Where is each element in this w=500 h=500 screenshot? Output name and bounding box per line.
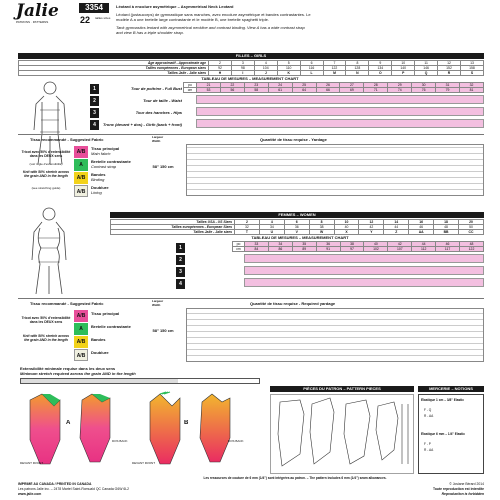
girls-yardage-grid	[186, 144, 484, 196]
cell: Q	[415, 71, 438, 76]
notion-elastic-1-row-b: R - AA	[424, 414, 434, 418]
row-label: Tailles européennes - European Sizes	[111, 225, 235, 230]
cell: 4	[254, 61, 277, 66]
cell: 46	[409, 225, 434, 230]
size-count: 22	[80, 15, 91, 25]
women-chart-title: TABLEAU DE MESURES – MEASUREMENT CHART	[251, 235, 349, 240]
cell: 92	[209, 66, 232, 71]
cell: 42	[359, 225, 384, 230]
woman-body-diagram	[26, 206, 72, 298]
cell: 7	[323, 61, 346, 66]
girls-section-bar: FILLES – GIRLS	[18, 53, 484, 59]
cell: 31	[436, 83, 460, 88]
view-a-label: A	[66, 420, 71, 426]
fabric-main-name: Tissu principal	[91, 146, 120, 151]
cell: I	[231, 71, 254, 76]
brand-sub: PATRONS · PATTERNS	[16, 20, 49, 24]
page-title: Léotard à encolure asymétrique – Asymmetrical Neck Leotard	[116, 4, 234, 9]
cell: 117	[436, 247, 460, 252]
fabric-strap-sub: Contrast strap	[91, 164, 117, 169]
notion-elastic-2-row-a: F - P	[424, 442, 431, 446]
cell: N	[346, 71, 369, 76]
cell: 50	[459, 225, 484, 230]
row-label: Tailles Jalie - Jalie sizes	[19, 71, 209, 76]
women-measure-band-hips	[244, 266, 484, 275]
measure-number-2: 2	[90, 96, 99, 106]
cell: 107	[388, 247, 412, 252]
cell: 69	[340, 88, 364, 93]
description-en-2: and view B has a triple shoulder strap.	[116, 30, 184, 35]
cell: 32	[235, 225, 260, 230]
measure-label-girth: Tronc (devant + dos) - Girth (back + front)	[102, 122, 182, 127]
unit-in: po	[184, 83, 197, 88]
cell: J	[254, 71, 277, 76]
cell: 23	[244, 83, 268, 88]
cell: 34	[268, 242, 292, 247]
cell: 10	[334, 220, 359, 225]
women-swatch-main: A/B	[74, 310, 88, 322]
row-label: Tailles Jalie - Jalie sizes	[111, 230, 235, 235]
unit-in: po	[233, 242, 245, 247]
cell: 61	[268, 88, 292, 93]
row-label: Tailles USA - US Sizes	[111, 220, 235, 225]
notion-elastic-1-row-a: F - Q	[424, 408, 432, 412]
cell: 48	[434, 225, 459, 230]
cell: 128	[346, 66, 369, 71]
girls-yardage-title: Quantité de tissu requise - Yardage	[260, 137, 327, 142]
cell: 58	[244, 88, 268, 93]
unit-cm: cm	[184, 88, 197, 93]
cell: 91	[316, 247, 340, 252]
women-width-label: Largeur Width	[152, 300, 164, 307]
description-fr-2: modèle A a une bretelle large contrastante et le modèle B, une bretelle spaghetti triple.	[116, 17, 269, 22]
cell: 64	[292, 88, 316, 93]
stretch-guide-bar	[20, 378, 260, 384]
company-address: Les patrons Jalie inc. – 2478 Martel Saint-Romuald QC Canada G6W 6L2	[18, 487, 130, 491]
girls-fabric-title: Tissu recommandé - Suggested Fabric	[30, 137, 104, 142]
website: www.jalie.com	[18, 492, 42, 496]
table-row	[233, 247, 484, 252]
measure-label-hips: Tour des hanches - Hips	[135, 110, 182, 115]
women-swatch-lining: A/B	[74, 349, 88, 361]
cell: 26	[316, 83, 340, 88]
cell: 9	[369, 61, 392, 66]
cell: 14	[384, 220, 409, 225]
table-row	[184, 88, 484, 93]
table-row	[111, 230, 484, 235]
cell: 33	[245, 242, 269, 247]
cell: 134	[369, 66, 392, 71]
swatch-lining: A/B	[74, 185, 88, 197]
women-measure-number-1: 1	[176, 243, 185, 253]
cell: 76	[412, 88, 436, 93]
cell: 32	[459, 83, 483, 88]
cell: V	[284, 230, 309, 235]
cell: 2	[209, 61, 232, 66]
notion-elastic-2-row-b: R - AA	[424, 448, 434, 452]
women-measure-number-3: 3	[176, 267, 185, 277]
measure-number-3: 3	[90, 108, 99, 118]
cell: 34	[259, 225, 284, 230]
cell: 40	[334, 225, 359, 230]
cell: 16	[409, 220, 434, 225]
cell: BB	[434, 230, 459, 235]
cell: L	[300, 71, 323, 76]
unit-cm: cm	[233, 247, 245, 252]
cell: AA	[409, 230, 434, 235]
girls-size-table	[18, 60, 484, 76]
description-en-1: Tank gymnastics leotard with asymmetrical neckline and contrast binding. View A has a wide contrast strap	[116, 25, 305, 30]
women-fabric-title: Tissu recommandé - Suggested Fabric	[30, 301, 104, 306]
cell: X	[334, 230, 359, 235]
swatch-main-fabric: A/B	[74, 146, 88, 158]
cell: 44	[384, 225, 409, 230]
cell: CC	[459, 230, 484, 235]
cell: Y	[359, 230, 384, 235]
printed-in: IMPRIMÉ AU CANADA / PRINTED IN CANADA	[18, 482, 92, 486]
brand-logo	[16, 2, 74, 26]
cell: 86	[268, 247, 292, 252]
girls-fabric-note-en-sub: (see stretching guide)	[31, 186, 61, 190]
cell: 112	[412, 247, 436, 252]
cell: 2	[235, 220, 260, 225]
cell: 8	[346, 61, 369, 66]
girls-width-label: Largeur Width	[152, 136, 164, 143]
row-label: Tailles européennes - European sizes	[19, 66, 209, 71]
cell: 38	[340, 242, 364, 247]
cell: 25	[292, 83, 316, 88]
cell: 38	[309, 225, 334, 230]
women-fabric-note-en: Knit with 50% stretch across the grain AND in the length	[22, 334, 70, 342]
description-fr-1: Léotard (justaucorps) de gymnastique sans manches, avec encolure asymétrique et bandes contrastantes. Le	[116, 12, 311, 17]
fabric-binding-sub: Binding	[91, 177, 105, 182]
girls-fabric-note-fr: Tricot avec 50% d'extensibilité dans les DEUX sens	[21, 150, 71, 158]
women-fabric-note-fr: Tricot avec 50% d'extensibilité dans les DEUX sens	[21, 316, 71, 324]
cell: 81	[459, 88, 483, 93]
rights-en: Reproduction is forbidden	[441, 492, 484, 496]
view-b-label: B	[184, 420, 189, 426]
cell: 98	[231, 66, 254, 71]
cell: 11	[415, 61, 438, 66]
women-yardage-grid	[186, 308, 484, 362]
girls-fabric-width: 58" 150 cm	[152, 164, 174, 169]
women-swatch-binding: A/B	[74, 336, 88, 348]
seam-allowance-note: Les ressources de couture de 6 mm (1/4") sont intégrées au patron. – The pattern includes 6 mm (1/4") seam allowances.	[203, 476, 387, 480]
cell: 6	[300, 61, 323, 66]
fabric-binding-name: Bandes	[91, 172, 106, 177]
women-measure-number-4: 4	[176, 279, 185, 289]
cell: 27	[340, 83, 364, 88]
girls-fabric-note-en: Knit with 50% stretch across the grain AND in the length	[22, 170, 70, 178]
women-fabric-strap: Bretelle contrastante	[91, 324, 131, 329]
cell: 20	[459, 220, 484, 225]
cell: 13	[460, 61, 483, 66]
cell: S	[460, 71, 483, 76]
swatch-binding: A/B	[74, 172, 88, 184]
cell: 53	[197, 88, 221, 93]
cell: 140	[392, 66, 415, 71]
cell: 97	[340, 247, 364, 252]
cell: 122	[460, 247, 484, 252]
girls-measure-table	[183, 82, 484, 93]
girls-measure-band-girth	[196, 119, 484, 128]
cell: 74	[388, 88, 412, 93]
table-row	[19, 71, 484, 76]
women-fabric-width: 58" 150 cm	[152, 328, 174, 333]
front-label-a: DEVANT FRONT	[20, 462, 44, 465]
cell: 18	[434, 220, 459, 225]
cell: 3	[231, 61, 254, 66]
women-size-table	[110, 219, 484, 235]
fabric-main-sub: Main fabric	[91, 151, 111, 156]
pattern-pieces-title: PIÈCES DU PATRON – PATTERN PIECES	[270, 386, 414, 392]
women-yardage-title: Quantité de tissu requise - Required yardage	[250, 301, 336, 306]
cell: 71	[364, 88, 388, 93]
cell: T	[235, 230, 260, 235]
size-count-label: tailles sizes	[95, 17, 111, 20]
cell: U	[259, 230, 284, 235]
swatch-contrast-strap: A	[74, 159, 88, 171]
pattern-pieces-diagram	[270, 394, 414, 474]
cell: 5	[277, 61, 300, 66]
cell: P	[392, 71, 415, 76]
cell: 42	[388, 242, 412, 247]
stretch-note-en: Minimum stretch required across the grain AND in the length	[20, 371, 136, 376]
cell: W	[309, 230, 334, 235]
cell: 89	[292, 247, 316, 252]
fabric-lining-sub: Lining	[91, 190, 102, 195]
cell: 84	[245, 247, 269, 252]
cell: 110	[277, 66, 300, 71]
cell: 36	[284, 225, 309, 230]
women-fabric-main: Tissu principal	[91, 311, 120, 316]
cell: H	[209, 71, 232, 76]
rights-fr: Toute reproduction est interdite	[433, 487, 484, 491]
cell: 48	[460, 242, 484, 247]
stretch-note-fr: Extensibilité minimale requise dans les deux sens	[20, 366, 116, 371]
cell: R	[438, 71, 461, 76]
cell: 6	[284, 220, 309, 225]
cell: 12	[438, 61, 461, 66]
cell: 56	[220, 88, 244, 93]
cell: Z	[384, 230, 409, 235]
cell: 21	[197, 83, 221, 88]
cell: 36	[316, 242, 340, 247]
back-label-b: DOS BACK	[228, 440, 244, 443]
cell: 30	[412, 83, 436, 88]
notion-elastic-2: Élastique 6 mm – 1/4" Elastic	[421, 432, 466, 436]
women-measure-band-girth	[244, 278, 484, 287]
measure-number-4: 4	[90, 120, 99, 130]
women-swatch-strap: A	[74, 323, 88, 335]
measure-label-bust: Tour de poitrine - Full Bust	[131, 86, 182, 91]
cell: 40	[364, 242, 388, 247]
cell: 66	[316, 88, 340, 93]
cell: 116	[300, 66, 323, 71]
measure-number-1: 1	[90, 84, 99, 94]
cell: K	[277, 71, 300, 76]
women-measure-number-2: 2	[176, 255, 185, 265]
cell: 24	[268, 83, 292, 88]
women-fabric-lining: Doublure	[91, 350, 109, 355]
cell: 12	[359, 220, 384, 225]
cell: 46	[436, 242, 460, 247]
cell: 146	[415, 66, 438, 71]
girls-chart-title: TABLEAU DE MESURES – MEASUREMENT CHART	[201, 76, 299, 81]
cell: 8	[309, 220, 334, 225]
cell: M	[323, 71, 346, 76]
cell: O	[369, 71, 392, 76]
cell: 122	[323, 66, 346, 71]
pattern-number: 3354	[79, 3, 109, 13]
cell: 44	[412, 242, 436, 247]
notions-title: MERCERIE – NOTIONS	[418, 386, 484, 392]
girls-measure-band-hips	[196, 107, 484, 116]
cell: 22	[220, 83, 244, 88]
cell: 79	[436, 88, 460, 93]
cell: 158	[460, 66, 483, 71]
cell: 102	[364, 247, 388, 252]
women-measure-table	[232, 241, 484, 252]
women-fabric-binding: Bandes	[91, 337, 106, 342]
copyright: © Josiane Bérard 2014	[449, 482, 484, 486]
fabric-strap-name: Bretelle contrastante	[91, 159, 131, 164]
women-measure-band-waist	[244, 254, 484, 263]
cell: 29	[388, 83, 412, 88]
brand-name: Jalie	[16, 1, 59, 21]
cell: 104	[254, 66, 277, 71]
cell: 4	[259, 220, 284, 225]
cell: 152	[438, 66, 461, 71]
cell: 35	[292, 242, 316, 247]
back-label-a: DOS BACK	[112, 440, 128, 443]
fabric-lining-name: Doublure	[91, 185, 109, 190]
notion-elastic-1: Élastique 1 cm – 3/8" Elastic	[421, 398, 464, 402]
row-label: Âge approximatif - Approximate age	[19, 61, 209, 66]
front-label-b: DEVANT FRONT	[132, 462, 156, 465]
measure-label-waist: Tour de taille - Waist	[143, 98, 182, 103]
women-section-bar: FEMMES – WOMEN	[110, 212, 484, 218]
girls-fabric-note-fr-sub: (voir règle d'extensibilité)	[29, 162, 63, 166]
cell: 10	[392, 61, 415, 66]
girls-measure-band-waist	[196, 95, 484, 104]
cell: 28	[364, 83, 388, 88]
